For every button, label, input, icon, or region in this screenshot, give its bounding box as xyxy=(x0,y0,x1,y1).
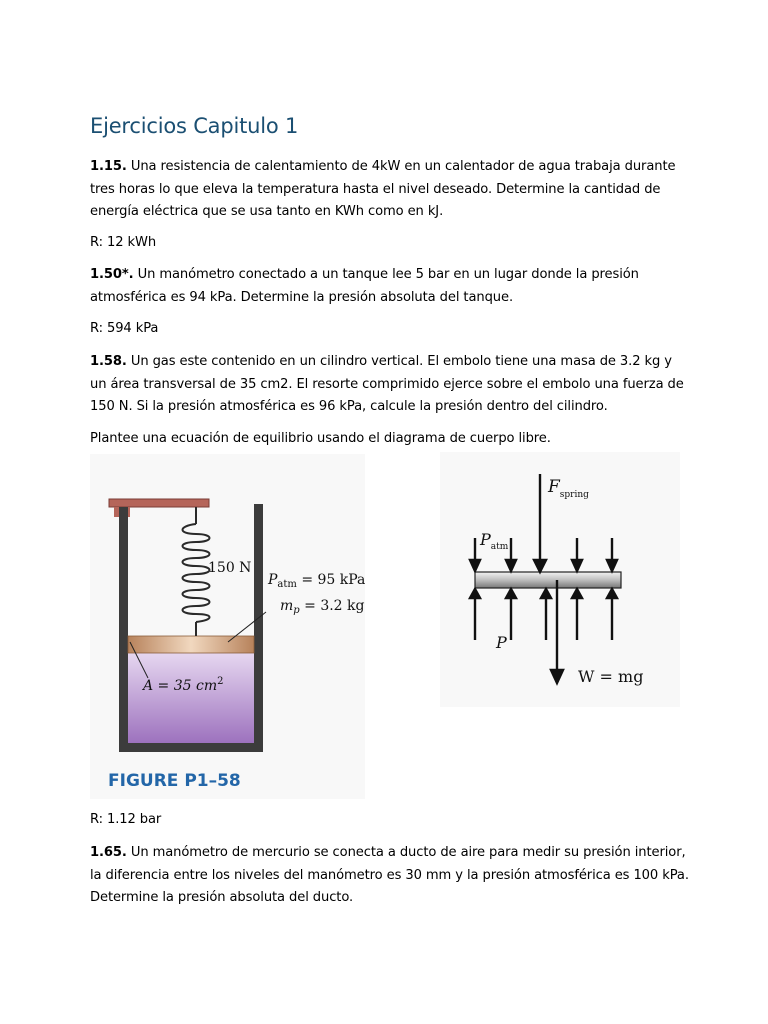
page-title: Ejercicios Capitulo 1 xyxy=(90,114,299,138)
p-gas-label: P xyxy=(496,633,507,652)
spring-force-label: 150 N xyxy=(208,560,252,576)
figure-cylinder xyxy=(90,454,365,799)
weight-label: W = mg xyxy=(578,667,644,686)
p-atm-label: $P_{atm} = 95$ kPa xyxy=(268,572,365,590)
problem-number: 1.15. xyxy=(90,159,127,174)
gas-region xyxy=(128,653,254,743)
mass-label: $m_p = 3.2$ kg xyxy=(280,598,365,616)
f-spring-label: $F_{spring}$ xyxy=(548,477,589,500)
problem-number: 1.58. xyxy=(90,354,127,369)
answer-1-50: R: 594 kPa xyxy=(90,321,159,336)
figure-caption: FIGURE P1–58 xyxy=(108,771,241,791)
spring-mount-cap xyxy=(109,499,209,507)
problem-text: Una resistencia de calentamiento de 4kW en un calentador de agua trabaja durante tres horas lo que eleva la temperatura hasta el nivel deseado. Determine la cantidad de energía eléctrica que se usa tanto en KWh como en kJ. xyxy=(90,159,676,219)
instruction-note: Plantee una ecuación de equilibrio usando el diagrama de cuerpo libre. xyxy=(90,431,551,446)
problem-1-65 xyxy=(90,842,690,910)
p-atm-label: $P_{atm}$ xyxy=(480,530,509,552)
figure-free-body-diagram xyxy=(440,452,680,707)
problem-1-58 xyxy=(90,351,690,419)
problem-text: Un manómetro conectado a un tanque lee 5 bar en un lugar donde la presión atmosférica es 94 kPa. Determine la presión absoluta del tanque. xyxy=(90,267,639,305)
cylinder-left-wall xyxy=(119,507,128,751)
area-label: A = 35 $cm^2$ xyxy=(143,676,224,694)
cylinder-bottom xyxy=(119,743,263,752)
cylinder-right-wall xyxy=(254,504,263,751)
problem-number: 1.50*. xyxy=(90,267,134,282)
piston-plate xyxy=(475,572,621,588)
piston xyxy=(128,636,254,653)
problem-1-15 xyxy=(90,156,690,224)
answer-1-15: R: 12 kWh xyxy=(90,235,157,250)
answer-1-58: R: 1.12 bar xyxy=(90,812,162,827)
problem-number: 1.65. xyxy=(90,845,127,860)
problem-1-50 xyxy=(90,264,690,309)
problem-text: Un gas este contenido en un cilindro vertical. El embolo tiene una masa de 3.2 kg y un área transversal de 35 cm2. El resorte comprimido ejerce sobre el embolo una fuerza de 150 N. Si la presión atmosférica es 96 kPa, calcule la presión dentro del cilindro. xyxy=(90,354,684,414)
problem-text: Un manómetro de mercurio se conecta a ducto de aire para medir su presión interior, la diferencia entre los niveles del manómetro es 30 mm y la presión atmosférica es 100 kPa. Determine la presión absoluta del ducto. xyxy=(90,845,689,905)
